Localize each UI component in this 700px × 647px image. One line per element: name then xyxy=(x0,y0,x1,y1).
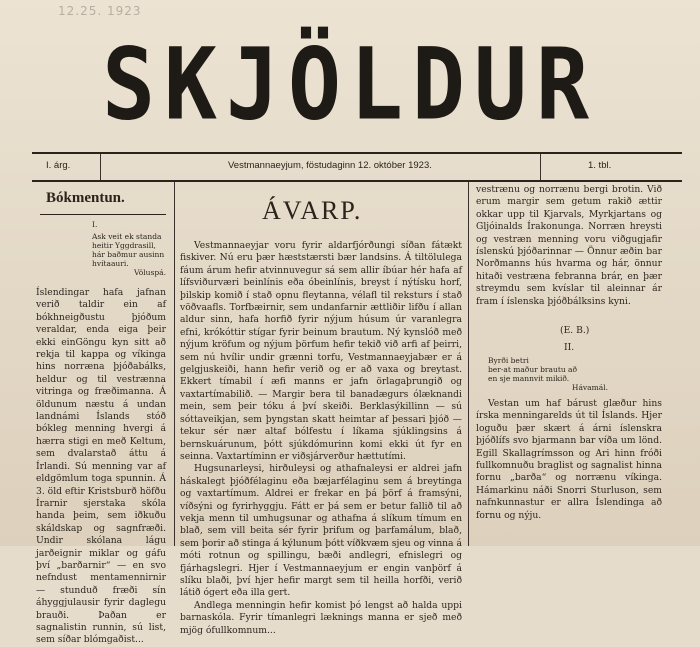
column-divider-2 xyxy=(468,182,469,546)
poem2-line: ber-at maður brautu að xyxy=(488,365,578,374)
poem-line: heitir Yggdrasill, xyxy=(92,241,156,250)
poem2-line: Byrði betri xyxy=(488,356,529,365)
bokmentun-heading: Bókmentun. xyxy=(46,190,125,206)
poem-line: hvítaauri. xyxy=(92,259,129,268)
masthead-title: SKJÖLDUR xyxy=(102,26,598,143)
section-number-ii: II. xyxy=(564,342,575,353)
poem2-block xyxy=(488,356,608,392)
avarp-paragraph: Andlega menningin hefir komist þó lengst að halda uppi barnaskóla. Fyrir tímanlegri læknings manna er sjeð með mjög ófullkomnum... xyxy=(180,599,462,636)
dateline-issue: 1. tbl. xyxy=(588,160,612,171)
column3-bottom-text: Vestan um haf bárust glæður hins írska menningarelds út til Íslands. Hjer loguðu þær skært á árni íslenskra þjóðlífs svo bjarmann bar víða um lönd. Egill Skallagrímsson og Ari hinn fróði fullkomnuðu braglist og sagnalist hinna fornu „barða“ og norrænu víkinga. Hámarkinu náði Snorri Sturluson, sem nafnkunnastur er allra Íslendinga að fornu og nýju. xyxy=(476,398,662,521)
handwritten-note: 12.25. 1923 xyxy=(58,4,142,18)
poem-number: I. xyxy=(92,220,98,229)
poem-line: Ask veit ek standa xyxy=(92,232,162,241)
poem-block xyxy=(92,232,172,277)
poem2-source: Hávamál. xyxy=(571,383,608,392)
dateline-date: Vestmannaeyjum, föstudaginn 12. október 1923. xyxy=(228,160,432,171)
avarp-paragraph: Vestmannaeyjar voru fyrir aldarfjórðungi síðan fátækt fiskiver. Nú eru þær hæststærsti bær landsins. Á tiltölulega fáum árum hefir atvinnuvegur sá sem allir íbúar hér hafa af lífsviðurværi beinlínis eða óbeinlínis, breyst í nýtísku horf, þilskip komið í stað opnu fleytanna, vélafl til reksturs í stað vöðvaafls. Torfbæirnir, sem undanfarnir ættliðir lifðu í allan aldur sinn, hafa horfið fyrir nýjum húsum úr varanlegra efni, krókóttir stígar fyrir beinum brautum. Ný kynslóð með nýjum kröfum og nýjum þörfum hefir tekið við arfi af þeirri, sem nú hvílir undir grænni torfu, Vestmannaeyjabær er á gelgjuskeiði, hann hefir verið og er að vaxa og breytast. Ekkert tímabil í æfi manns er jafn örlagaþrungið og vaxtartímabilið. — Margir bera til banadægurs ólæknandi mein, sem þeir tóku á því skeiði. Berklasýkillinn — sú sóttaveikjan, sem þyngstan skatt heimtar af þessari þjóð — tekur sér nær altaf bólfestu í líkama sjúklingsins á bernskuárunum, þótt sjúkdómurinn komi ekki út fyr en seinna. Vaxtartíminn er viðsjárverður hættutími. xyxy=(180,240,462,462)
avarp-body xyxy=(180,240,462,636)
bokmentun-underline xyxy=(40,214,166,215)
dateline-divider-right xyxy=(540,154,541,180)
column-divider-1 xyxy=(174,182,175,546)
poem-source: Völuspá. xyxy=(134,268,166,277)
signature: (E. B.) xyxy=(560,325,590,336)
column3-top-text: vestrænu og norrænu bergi brotin. Við erum margir sem getum rakið ættir okkar upp til Kjarvals, Myrkjartans og Gljóinalds Írakonunga. Norræn hreysti og vestræn menning voru viðgugjafir íslenskú þjóðarinnar — Önnur æðin bar Norðmanns hús hvarma og hár, önnur hitaði vestræna febranna brár, en þær streymdu sem kvíslar til aleinnar ár fram í íslenska þjóðbálksins kyni. xyxy=(476,184,662,307)
avarp-heading: ÁVARP. xyxy=(262,196,363,225)
dateline-volume: I. árg. xyxy=(46,160,71,171)
dateline-divider-left xyxy=(100,154,101,180)
poem-line: hár baðmur ausinn xyxy=(92,250,165,259)
top-rule xyxy=(32,152,682,154)
avarp-paragraph: Hugsunarleysi, hirðuleysi og athafnaleysi er aldrei jafn háskalegt þjóðfélaginu eða bæjarfélaginu sem á breytinga og vaxtartímum. Aldrei er frekar en þá þörf á framsýni, víðsýni og fyrirhyggju. Fátt er þá sem er betur fallið til að vekja menn til umhugsunar og athafna á slíkum tímum en blað, sem vill beita sér fyrir þrifum og þarfamálum, blað, sem þorir að stinga á kýlunum þótt víðkvæm sjeu og vinna á móti rotnun og spillingu, bæði andlegri, efnislegri og fjárhagslegri. Hjer í Vestmannaeyjum er engin vanþörf á slíku blaði, því hjer hefir margt sem til heilla horfði, verið látið ógert eða illa gert. xyxy=(180,463,462,599)
poem2-line: en sje mannvit mikið. xyxy=(488,374,570,383)
bokmentun-body: Íslendingar hafa jafnan verið taldir ein af bókhneigðustu þjóðum veraldar, enda eiga þeir ekki einGöngu kyn sitt að rekja til kappa og víkinga hins norræna þjóðabálks, heldur og til vestrænna vitringa og fræðimanna. Á öldunum næstu á undan landnámi Íslands stóð bókleg menning hvergi á hærra stigi en með Keltum, sem dvalarstað áttu á Írlandi. Sú menning var af eldgömlum toga spunnin. Á 3. öld eftir Kristsburð höfðu Írarnir sjerstaka skóla handa þeim, sem iðkuðu skáldskap og sagnfræði. Undir skólana lágu jarðeignir miklar og gáfu því „barðarnir“ — en svo nefndust mentamennirnir — stunduð fræði sín áhyggjulausir fyrir daglegu brauði. Þaðan er sagnalistin runnin, sú list, sem síðar blómgaðist... xyxy=(36,287,166,646)
dateline-bottom-rule xyxy=(32,180,682,182)
